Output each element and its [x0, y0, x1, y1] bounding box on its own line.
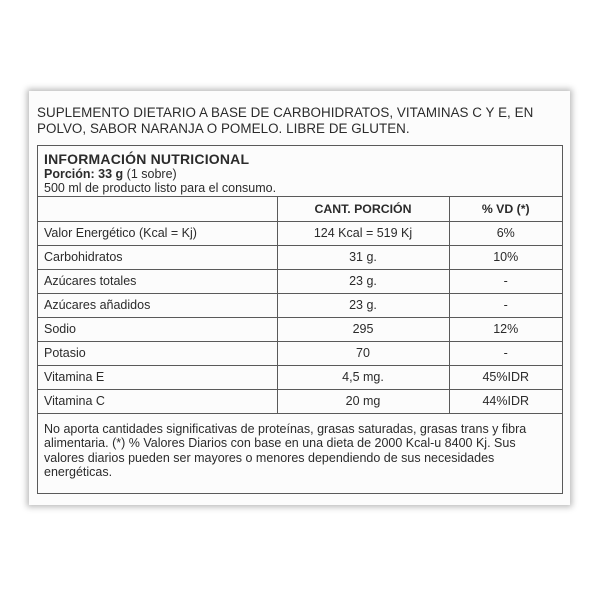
- nutrient-vd: 6%: [449, 221, 562, 245]
- nutrition-label-card: [29, 91, 570, 505]
- table-row: [38, 317, 562, 341]
- nutrient-vd: -: [449, 269, 562, 293]
- portion-label: Porción: 33 g: [44, 167, 124, 181]
- nutrition-footnote: No aporta cantidades significativas de proteínas, grasas saturadas, grasas trans y fibra alimentaria. (*) % Valores Diarios con base en una dieta de 2000 Kcal-u 8400 Kj. Sus valores diarios pueden ser mayores o menores dependiendo de sus necesidades energéticas.: [44, 421, 527, 479]
- nutrient-vd: 45%IDR: [449, 365, 562, 389]
- nutrient-name: Sodio: [38, 317, 277, 341]
- nutrient-amount: 23 g.: [277, 269, 449, 293]
- nutrition-facts-panel: [37, 145, 563, 494]
- nutrient-name: Azúcares añadidos: [38, 293, 277, 317]
- table-row: [38, 269, 562, 293]
- column-header-nutrient: [38, 197, 277, 221]
- nutrient-name: Azúcares totales: [38, 269, 277, 293]
- nutrient-vd: -: [449, 293, 562, 317]
- table-row: [38, 365, 562, 389]
- table-row: [38, 221, 562, 245]
- nutrient-vd: 44%IDR: [449, 389, 562, 413]
- nutrient-name: Vitamina C: [38, 389, 277, 413]
- nutrient-name: Valor Energético (Kcal = Kj): [38, 221, 277, 245]
- nutrient-vd: 10%: [449, 245, 562, 269]
- table-row: [38, 293, 562, 317]
- table-header-row: [38, 197, 562, 221]
- nutrient-amount: 4,5 mg.: [277, 365, 449, 389]
- table-row: [38, 389, 562, 413]
- nutrient-name: Vitamina E: [38, 365, 277, 389]
- portion-detail: (1 sobre): [123, 167, 177, 181]
- table-row: [38, 341, 562, 365]
- nutrition-header: [38, 146, 562, 197]
- nutrient-amount: 124 Kcal = 519 Kj: [277, 221, 449, 245]
- product-description: SUPLEMENTO DIETARIO A BASE DE CARBOHIDRATOS, VITAMINAS C Y E, EN POLVO, SABOR NARANJA O POMELO. LIBRE DE GLUTEN.: [37, 105, 534, 136]
- nutrition-title: INFORMACIÓN NUTRICIONAL: [44, 151, 250, 167]
- nutrient-amount: 70: [277, 341, 449, 365]
- nutrition-table: [38, 197, 562, 414]
- nutrient-amount: 31 g.: [277, 245, 449, 269]
- nutrient-vd: 12%: [449, 317, 562, 341]
- nutrient-name: Carbohidratos: [38, 245, 277, 269]
- nutrient-vd: -: [449, 341, 562, 365]
- nutrient-amount: 20 mg: [277, 389, 449, 413]
- serving-note: 500 ml de producto listo para el consumo.: [44, 181, 277, 195]
- nutrient-amount: 295: [277, 317, 449, 341]
- table-row: [38, 245, 562, 269]
- nutrient-name: Potasio: [38, 341, 277, 365]
- portion-line: [44, 167, 556, 181]
- column-header-vd: % VD (*): [449, 197, 562, 221]
- nutrient-amount: 23 g.: [277, 293, 449, 317]
- column-header-amount: CANT. PORCIÓN: [277, 197, 449, 221]
